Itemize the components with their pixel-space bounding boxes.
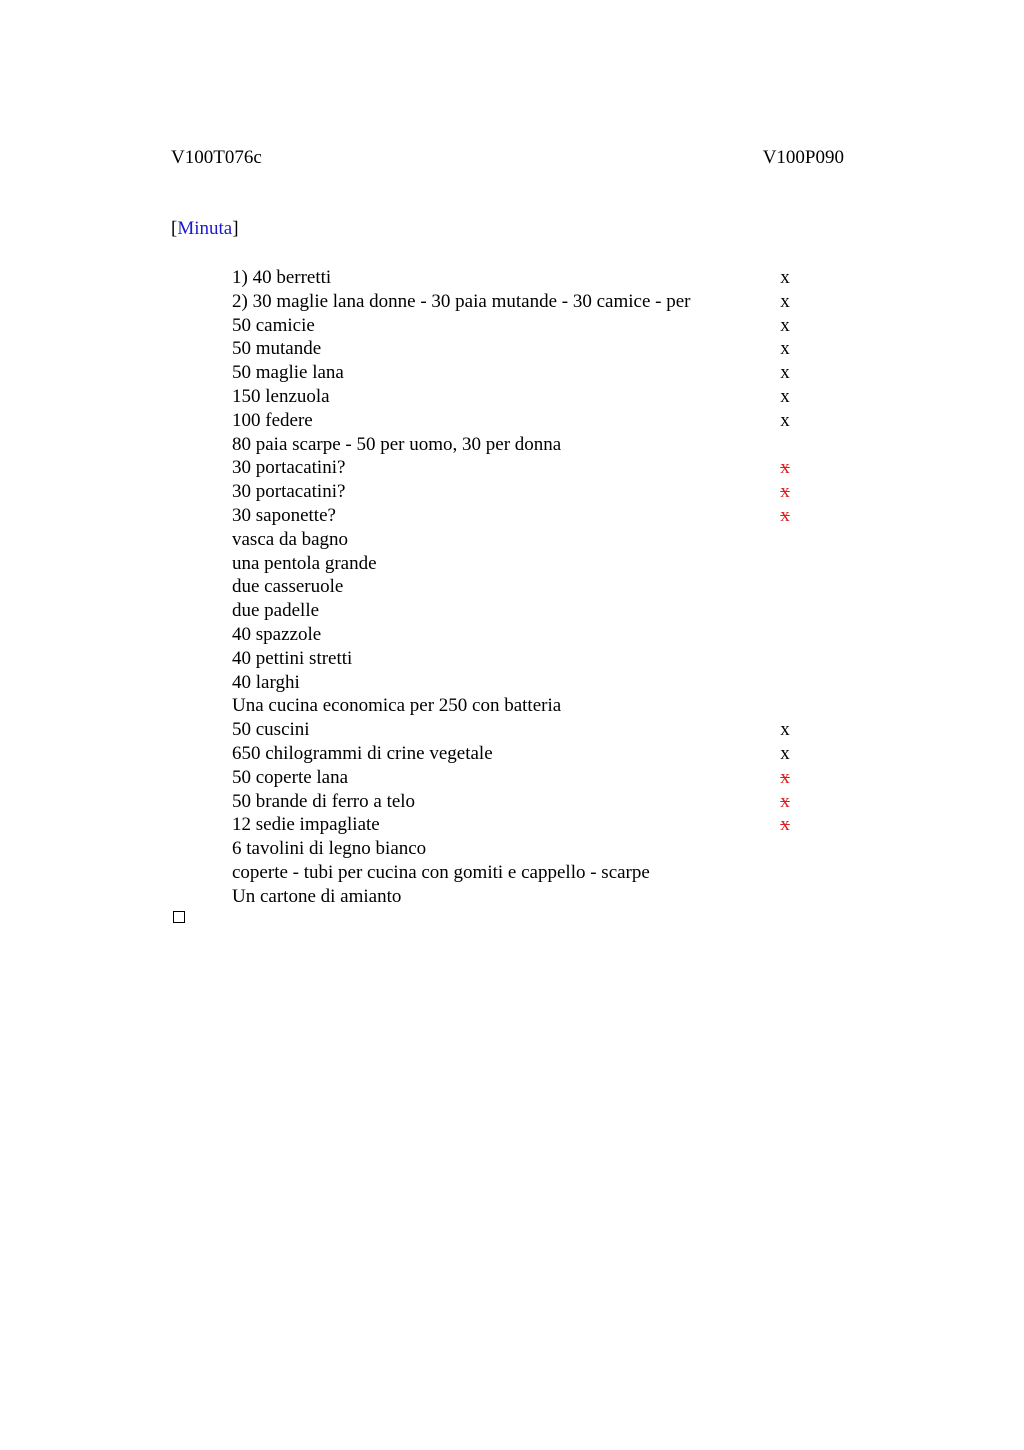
item-text: 40 pettini stretti <box>232 647 353 669</box>
item-text: 650 chilogrammi di crine vegetale <box>232 742 493 764</box>
item-text: due padelle <box>232 600 320 622</box>
item-text: 50 mutande <box>232 338 322 360</box>
list-item <box>232 623 802 647</box>
item-text: 80 paia scarpe - 50 per uomo, 30 per donna <box>232 433 562 455</box>
item-text: Un cartone di amianto <box>232 885 402 907</box>
check-mark: x <box>780 362 790 384</box>
check-mark: x <box>780 267 790 288</box>
item-text: 12 sedie impagliate <box>232 814 380 836</box>
item-text: 2) 30 maglie lana donne - 30 paia mutande - 30 camice - per <box>232 290 691 312</box>
item-list <box>232 266 802 909</box>
item-text: 6 tavolini di legno bianco <box>232 838 427 860</box>
list-item <box>232 290 802 314</box>
list-item <box>232 766 802 790</box>
close-bracket: ] <box>232 218 239 239</box>
item-text: 40 larghi <box>232 671 300 693</box>
item-text: 50 brande di ferro a telo <box>232 790 416 812</box>
item-text: 30 saponette? <box>232 504 336 526</box>
end-marker-box <box>173 911 185 923</box>
list-item <box>232 647 802 671</box>
check-mark: x <box>780 338 790 360</box>
list-item <box>232 790 802 814</box>
item-text: una pentola grande <box>232 552 377 574</box>
item-text: 50 cuscini <box>232 719 310 741</box>
item-text: 30 portacatini? <box>232 457 346 479</box>
list-item <box>232 718 802 742</box>
list-item <box>232 552 802 576</box>
struck-check-mark: x <box>780 790 790 812</box>
list-item <box>232 742 802 766</box>
struck-check-mark: x <box>780 481 790 503</box>
list-item <box>232 694 802 718</box>
struck-check-mark: x <box>780 814 790 836</box>
list-item <box>232 361 802 385</box>
check-mark: x <box>780 742 790 764</box>
list-item <box>232 385 802 409</box>
list-item <box>232 885 802 909</box>
item-text: 50 coperte lana <box>232 766 349 788</box>
struck-check-mark: x <box>780 457 790 479</box>
item-text: 30 portacatini? <box>232 481 346 503</box>
check-mark: x <box>780 314 790 336</box>
list-item <box>232 480 802 504</box>
list-item <box>232 504 802 528</box>
list-item <box>232 599 802 623</box>
list-item <box>232 337 802 361</box>
list-item <box>232 456 802 480</box>
list-item <box>232 861 802 885</box>
list-item <box>232 671 802 695</box>
item-text: Una cucina economica per 250 con batteria <box>232 695 562 717</box>
list-item <box>232 314 802 338</box>
item-text: 50 maglie lana <box>232 362 344 384</box>
item-text: 100 federe <box>232 409 313 431</box>
item-text: 150 lenzuola <box>232 385 330 407</box>
list-item <box>232 837 802 861</box>
item-text: 40 spazzole <box>232 623 322 645</box>
item-text: coperte - tubi per cucina con gomiti e cappello - scarpe <box>232 861 650 883</box>
item-text: due casseruole <box>232 576 344 598</box>
list-item <box>232 409 802 433</box>
struck-check-mark: x <box>780 766 790 788</box>
item-text: 50 camicie <box>232 314 315 336</box>
document-id-right: V100P090 <box>762 147 844 168</box>
list-item <box>232 266 802 290</box>
check-mark: x <box>780 409 790 431</box>
check-mark: x <box>780 719 790 741</box>
section-label <box>171 218 239 240</box>
struck-check-mark: x <box>780 504 790 526</box>
item-text: 1) 40 berretti <box>232 267 332 288</box>
list-item <box>232 813 802 837</box>
item-text: vasca da bagno <box>232 528 349 550</box>
check-mark: x <box>780 385 790 407</box>
check-mark: x <box>780 290 790 312</box>
document-id-left: V100T076c <box>171 147 262 168</box>
section-label-link[interactable]: Minuta <box>177 218 233 239</box>
list-item <box>232 528 802 552</box>
list-item <box>232 575 802 599</box>
list-item <box>232 433 802 457</box>
open-bracket: [ <box>171 218 178 239</box>
